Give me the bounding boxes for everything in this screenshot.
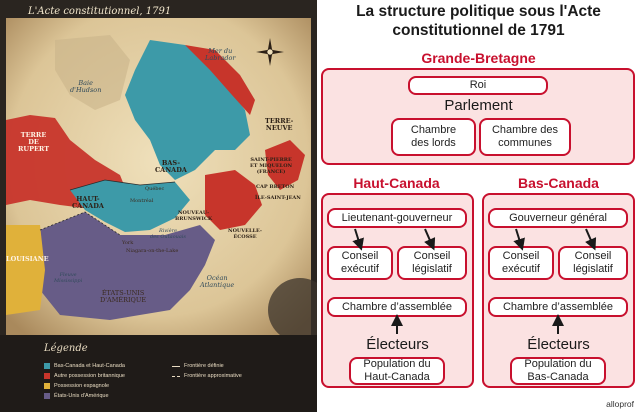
legend-label: Frontière définie xyxy=(184,363,224,369)
box-conseil-legislatif-haut: Conseil législatif xyxy=(397,246,467,280)
box-roi: Roi xyxy=(408,76,548,95)
box-population-bas: Population du Bas-Canada xyxy=(510,357,606,385)
label-parlement: Parlement xyxy=(444,97,513,114)
diagram-arrows xyxy=(317,0,640,412)
label-quebec: Québec xyxy=(145,186,165,192)
legend-swatch xyxy=(44,393,50,399)
label-haut-canada: HAUT- CANADA xyxy=(72,195,104,210)
legend-item xyxy=(44,363,125,369)
label-bas-canada: BAS- CANADA xyxy=(155,159,187,174)
box-gouverneur-general: Gouverneur général xyxy=(488,208,628,228)
legend-label: Autre possession britannique xyxy=(54,373,125,379)
box-chambre-lords: Chambre des lords xyxy=(391,118,476,156)
legend-swatch xyxy=(44,383,50,389)
header-haut-canada: Haut-Canada xyxy=(353,175,440,191)
legend-swatch xyxy=(44,363,50,369)
arrow-gov-to-exec-bas xyxy=(516,229,521,245)
legend-label: États-Unis d'Amérique xyxy=(54,393,109,399)
box-population-haut: Population du Haut-Canada xyxy=(349,357,445,385)
label-nouveau-brunswick: NOUVEAU- BRUNSWICK xyxy=(175,210,213,222)
label-etats-unis: ÉTATS-UNIS D'AMÉRIQUE xyxy=(100,289,147,304)
label-york: York xyxy=(122,240,134,246)
legend-label: Possession espagnole xyxy=(54,383,110,389)
box-conseil-legislatif-bas: Conseil législatif xyxy=(558,246,628,280)
label-cap-breton: CAP BRETON xyxy=(256,184,295,190)
label-baie-hudson: Baie d'Hudson xyxy=(70,79,102,94)
box-lieutenant-gouverneur: Lieutenant-gouverneur xyxy=(327,208,467,228)
historical-map xyxy=(0,0,317,412)
label-nouvelle-ecosse: NOUVELLE- ÉCOSSE xyxy=(228,228,262,240)
label-electeurs-haut: Électeurs xyxy=(366,336,429,353)
box-conseil-executif-bas: Conseil exécutif xyxy=(488,246,554,280)
map-legend xyxy=(0,335,317,412)
arrow-gov-to-leg-bas xyxy=(586,229,593,245)
label-montreal: Montréal xyxy=(130,198,154,204)
arrow-gov-to-exec-haut xyxy=(355,229,360,245)
legend-line-item xyxy=(172,363,224,369)
legend-item xyxy=(44,373,125,379)
legend-line xyxy=(172,366,180,367)
header-grande-bretagne: Grande-Bretagne xyxy=(421,50,536,66)
label-ocean-atlantique: Océan Atlantique xyxy=(200,274,235,289)
political-structure-diagram xyxy=(317,0,640,412)
label-saint-pierre: SAINT-PIERRE ET MIQUELON (FRANCE) xyxy=(250,157,293,175)
legend-label: Frontière approximative xyxy=(184,373,242,379)
alloprof-logo: alloprof xyxy=(606,399,634,409)
legend-title: Légende xyxy=(44,343,88,354)
louisiane-region xyxy=(6,225,45,315)
legend-label: Bas-Canada et Haut-Canada xyxy=(54,363,125,369)
label-mer-labrador: Mer du Labrador xyxy=(205,47,236,62)
label-terre-neuve: TERRE- NEUVE xyxy=(265,117,294,132)
label-riviere-outaouais: Rivière des Outaouais xyxy=(150,228,187,240)
label-fleuve-mississippi: Fleuve Mississippi xyxy=(54,272,83,284)
legend-line-item xyxy=(172,373,242,379)
label-louisiane: LOUISIANE xyxy=(6,255,49,263)
box-chambre-assemblee-haut: Chambre d’assemblée xyxy=(327,297,467,317)
box-conseil-executif-haut: Conseil exécutif xyxy=(327,246,393,280)
label-ile-saint-jean: ÎLE-SAINT-JEAN xyxy=(255,195,301,201)
legend-line xyxy=(172,376,180,377)
legend-item xyxy=(44,393,109,399)
box-chambre-communes: Chambre des communes xyxy=(479,118,571,156)
legend-swatch xyxy=(44,373,50,379)
label-electeurs-bas: Électeurs xyxy=(527,336,590,353)
diagram-title-line: constitutionnel de 1791 xyxy=(392,22,565,39)
label-niagara: Niagara-on-the-Lake xyxy=(126,248,179,254)
diagram-title-line: La structure politique sous l'Acte xyxy=(356,3,601,20)
legend-item xyxy=(44,383,109,389)
box-chambre-assemblee-bas: Chambre d’assemblée xyxy=(488,297,628,317)
map-title: L'Acte constitutionnel, 1791 xyxy=(28,6,172,17)
header-bas-canada: Bas-Canada xyxy=(518,175,599,191)
label-terre-rupert: TERRE DE RUPERT xyxy=(18,131,50,153)
arrow-gov-to-leg-haut xyxy=(425,229,432,245)
